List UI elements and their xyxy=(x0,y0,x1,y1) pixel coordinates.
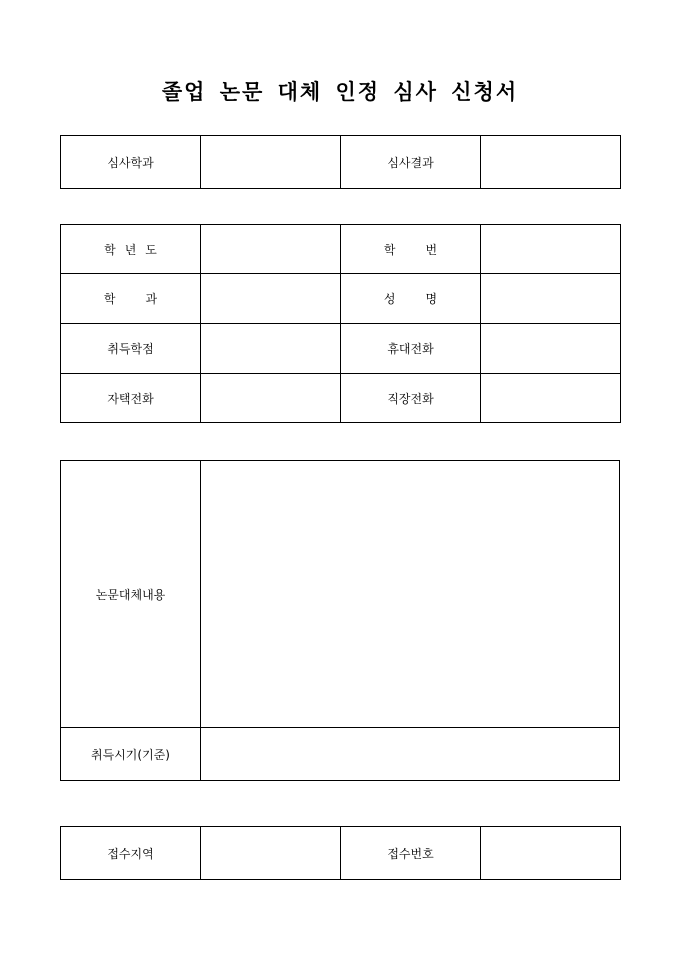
mobile-phone-field[interactable] xyxy=(481,324,621,374)
receipt-table xyxy=(60,826,621,880)
receipt-number-field[interactable] xyxy=(481,827,621,880)
review-dept-label: 심사학과 xyxy=(61,136,201,189)
name-label: 성명 xyxy=(341,274,481,324)
review-table xyxy=(60,135,621,189)
receipt-region-field[interactable] xyxy=(201,827,341,880)
work-phone-field[interactable] xyxy=(481,374,621,423)
review-dept-field[interactable] xyxy=(201,136,341,189)
student-id-field[interactable] xyxy=(481,225,621,274)
name-field[interactable] xyxy=(481,274,621,324)
academic-year-label: 학년도 xyxy=(61,225,201,274)
work-phone-label: 직장전화 xyxy=(341,374,481,423)
replacement-content-field[interactable] xyxy=(201,461,620,728)
receipt-region-label: 접수지역 xyxy=(61,827,201,880)
major-field[interactable] xyxy=(201,274,341,324)
acquired-credits-field[interactable] xyxy=(201,324,341,374)
replacement-content-label: 논문대체내용 xyxy=(61,461,201,728)
acquisition-period-field[interactable] xyxy=(201,728,620,781)
acquisition-period-label: 취득시기(기준) xyxy=(61,728,201,781)
thesis-replacement-table xyxy=(60,460,620,781)
review-result-label: 심사결과 xyxy=(341,136,481,189)
academic-year-field[interactable] xyxy=(201,225,341,274)
student-info-table xyxy=(60,224,621,423)
home-phone-label: 자택전화 xyxy=(61,374,201,423)
form-title: 졸업 논문 대체 인정 심사 신청서 xyxy=(161,79,519,104)
home-phone-field[interactable] xyxy=(201,374,341,423)
major-label: 학과 xyxy=(61,274,201,324)
mobile-phone-label: 휴대전화 xyxy=(341,324,481,374)
receipt-number-label: 접수번호 xyxy=(341,827,481,880)
review-result-field[interactable] xyxy=(481,136,621,189)
acquired-credits-label: 취득학점 xyxy=(61,324,201,374)
student-id-label: 학번 xyxy=(341,225,481,274)
